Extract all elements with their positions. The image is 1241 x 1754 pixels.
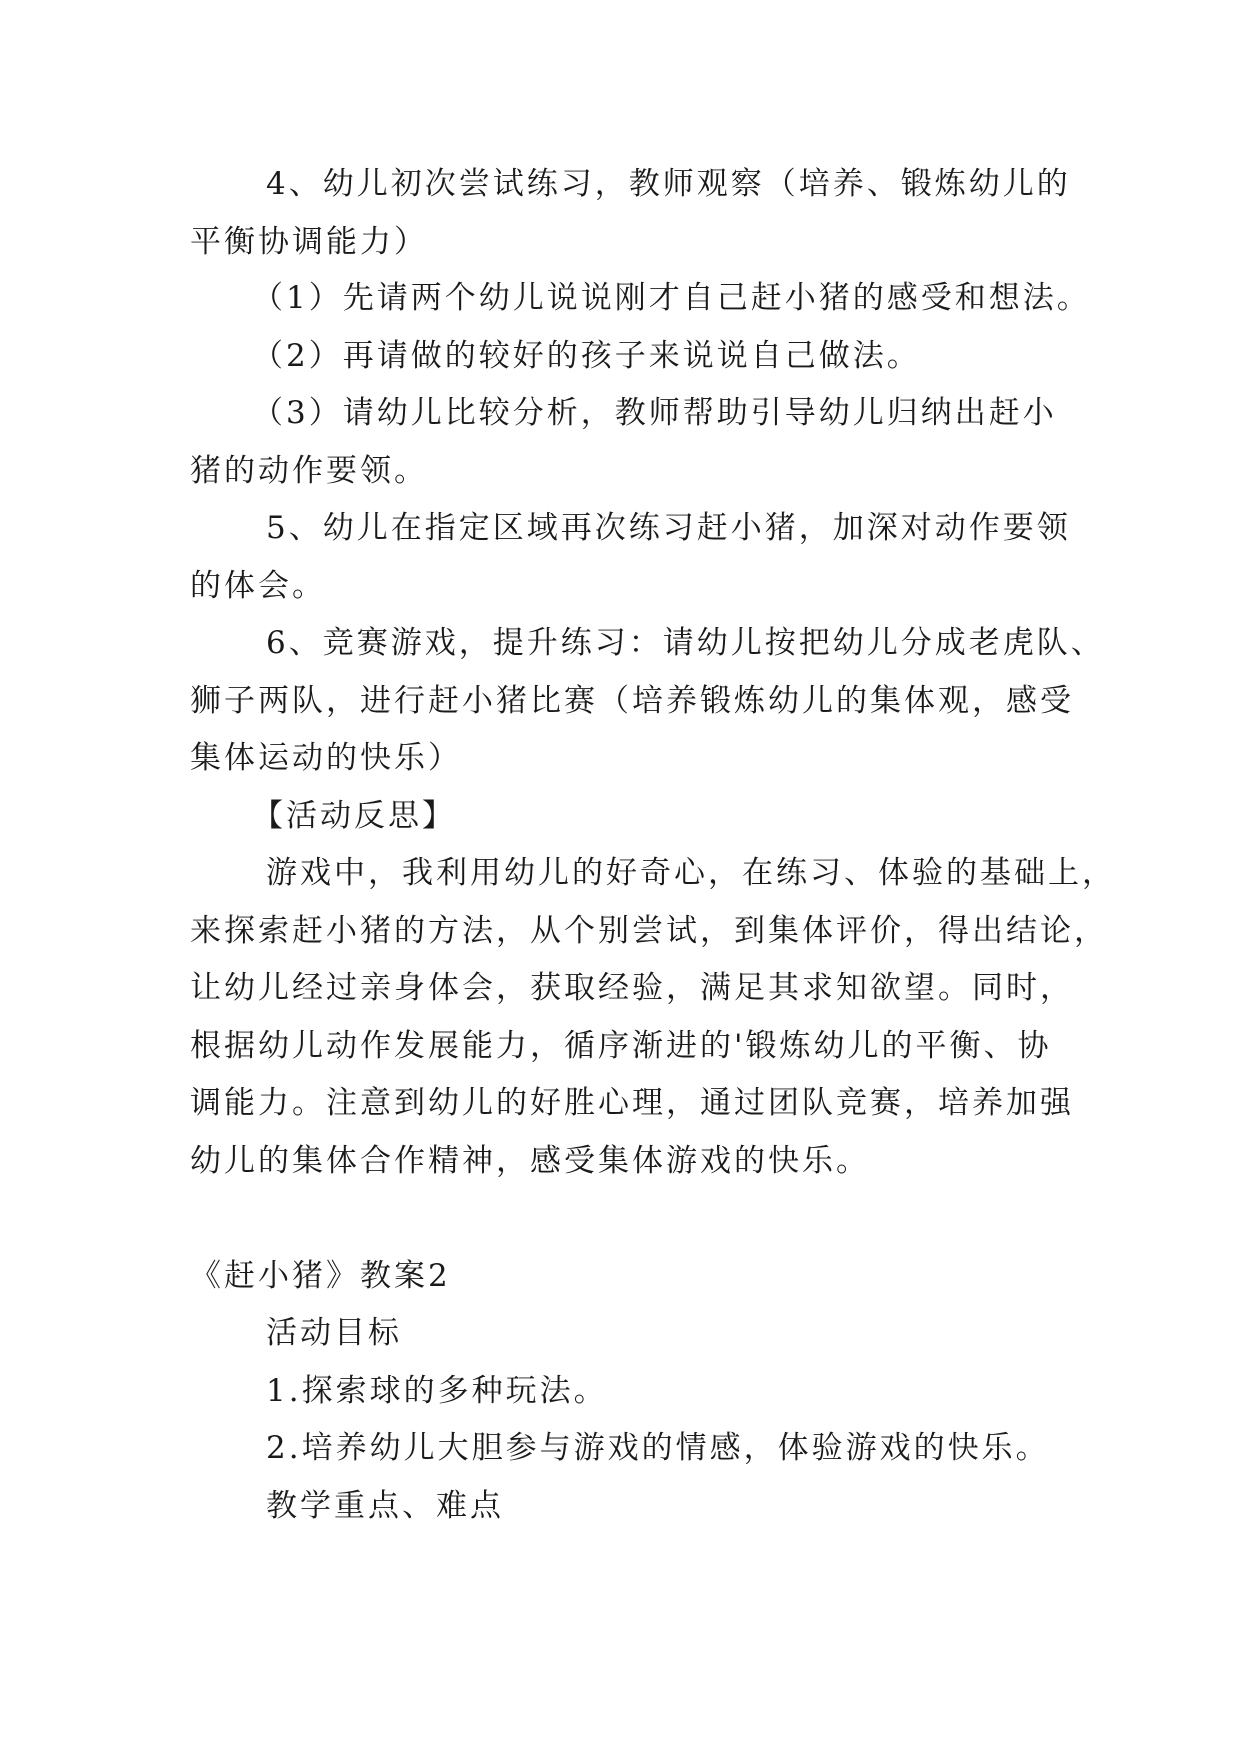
lesson-plan-2-title: 《赶小猪》教案2 <box>190 1258 451 1294</box>
objective-2: 2.培养幼儿大胆参与游戏的情感，体验游戏的快乐。 <box>266 1430 1050 1466</box>
substep-2: （2）再请做的较好的孩子来说说自己做法。 <box>252 338 921 374</box>
step-5-line-1: 5、幼儿在指定区域再次练习赶小猪，加深对动作要领 <box>266 510 1071 546</box>
reflection-line-6: 幼儿的集体合作精神，感受集体游戏的快乐。 <box>190 1143 870 1179</box>
step-5-line-2: 的体会。 <box>190 568 326 604</box>
reflection-heading: 【活动反思】 <box>252 798 456 834</box>
reflection-line-5: 调能力。注意到幼儿的好胜心理，通过团队竞赛，培养加强 <box>190 1085 1074 1121</box>
key-points-heading: 教学重点、难点 <box>266 1488 504 1524</box>
objective-1: 1.探索球的多种玩法。 <box>266 1373 608 1409</box>
reflection-line-2: 来探索赶小猪的方法，从个别尝试，到集体评价，得出结论， <box>190 913 1108 949</box>
substep-1: （1）先请两个幼儿说说刚才自己赶小猪的感受和想法。 <box>252 280 1091 316</box>
step-6-line-1: 6、竞赛游戏，提升练习：请幼儿按把幼儿分成老虎队、 <box>266 625 1105 661</box>
reflection-line-1: 游戏中，我利用幼儿的好奇心，在练习、体验的基础上， <box>266 855 1116 891</box>
substep-3-line-1: （3）请幼儿比较分析，教师帮助引导幼儿归纳出赶小 <box>252 395 1057 431</box>
reflection-line-3: 让幼儿经过亲身体会，获取经验，满足其求知欲望。同时， <box>190 970 1074 1006</box>
objectives-heading: 活动目标 <box>266 1315 402 1351</box>
substep-3-line-2: 猪的动作要领。 <box>190 453 428 489</box>
reflection-line-4: 根据幼儿动作发展能力，循序渐进的'锻炼幼儿的平衡、协 <box>190 1028 1052 1064</box>
step-4-line-2: 平衡协调能力） <box>190 224 428 260</box>
step-6-line-3: 集体运动的快乐） <box>190 740 462 776</box>
step-6-line-2: 狮子两队，进行赶小猪比赛（培养锻炼幼儿的集体观，感受 <box>190 683 1074 719</box>
step-4-line-1: 4、幼儿初次尝试练习，教师观察（培养、锻炼幼儿的 <box>266 166 1071 202</box>
